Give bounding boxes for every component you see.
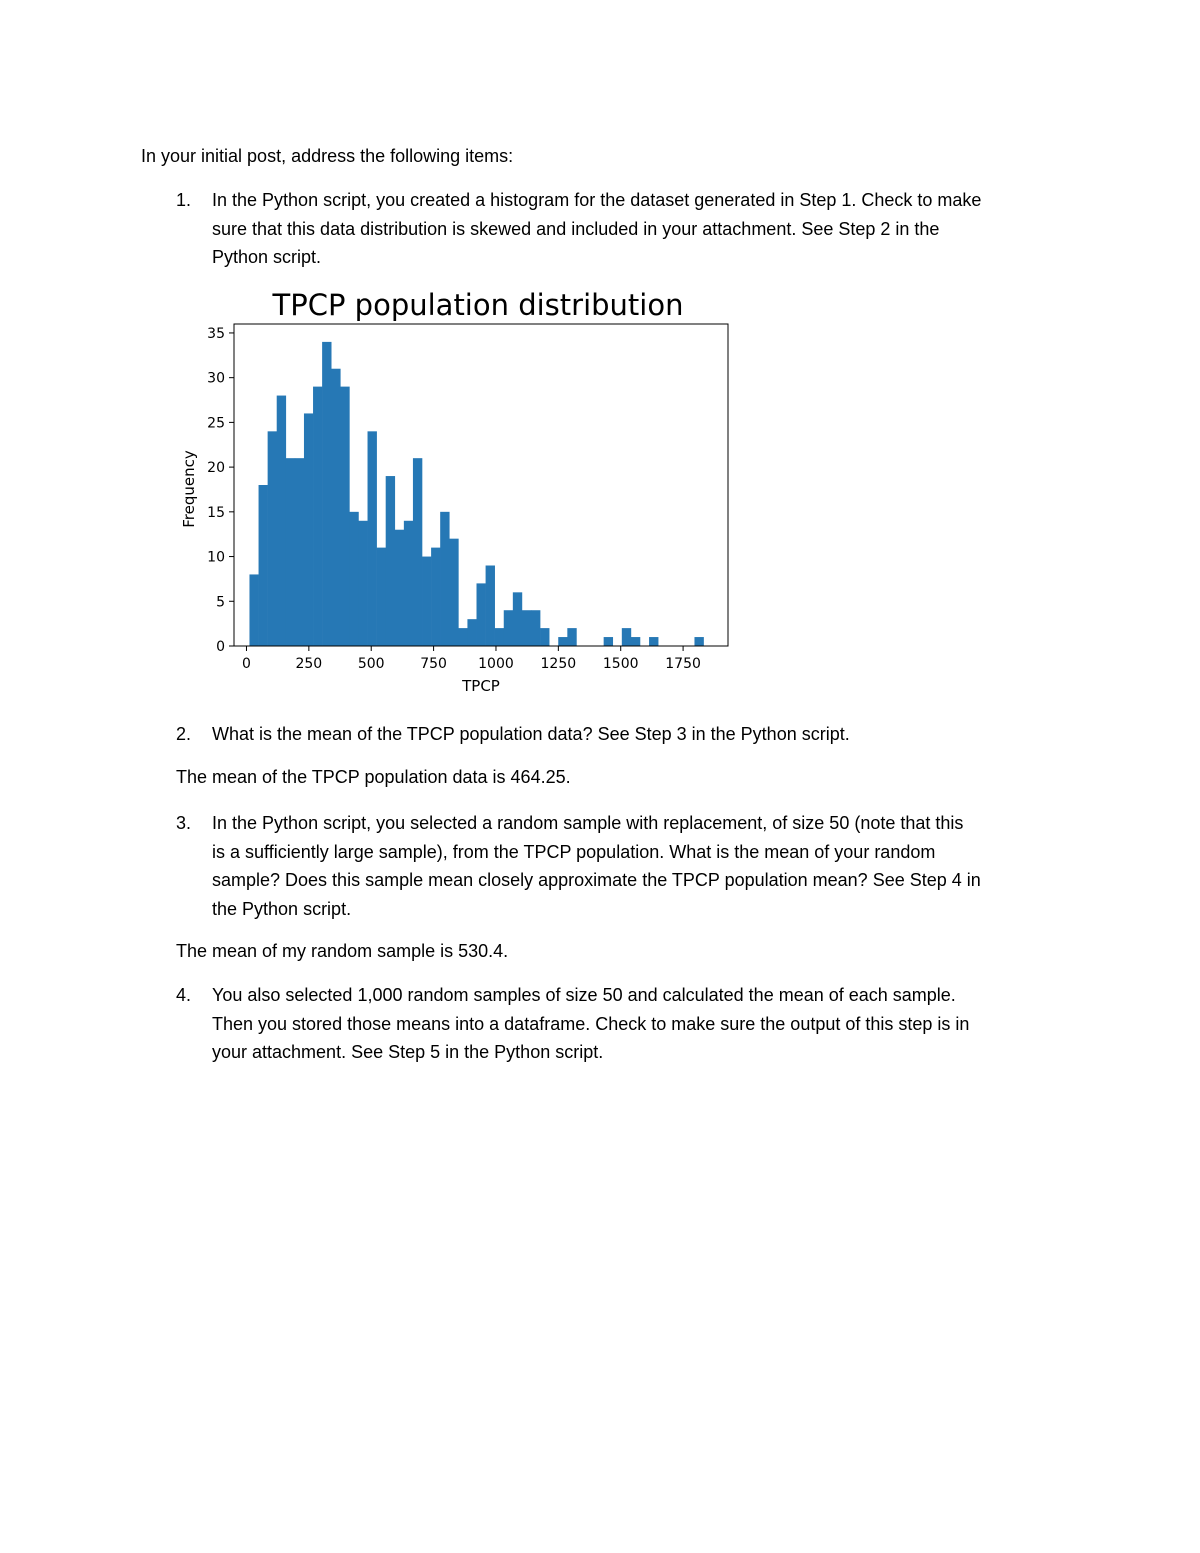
y-axis-label: Frequency [180, 450, 198, 528]
histogram-bar [277, 396, 286, 646]
x-tick-label: 1500 [602, 656, 639, 672]
y-tick-label: 15 [207, 504, 225, 521]
histogram-bar [513, 592, 522, 646]
histogram-bar [404, 521, 413, 646]
histogram-bar [504, 610, 513, 646]
x-tick-label: 1750 [665, 656, 701, 672]
histogram-bar [567, 628, 576, 646]
y-tick-label: 30 [207, 370, 225, 387]
x-tick-label: 500 [357, 656, 385, 672]
histogram-bar [395, 530, 404, 646]
histogram-bar [458, 628, 467, 646]
histogram-bar [649, 637, 658, 646]
item-3-number: 3. [176, 813, 192, 833]
histogram-bar [522, 610, 531, 646]
x-tick-label: 0 [242, 656, 251, 672]
histogram-bar [622, 628, 631, 646]
item-3-line-3: sample? Does this sample mean closely approximate the TPCP population mean? See Step 4 in [212, 870, 981, 890]
item-1-line-3: Python script. [212, 247, 322, 267]
histogram-bar [540, 628, 549, 646]
item-4-text [212, 981, 1072, 1067]
histogram-bar [377, 548, 386, 646]
histogram-bar [467, 619, 476, 646]
histogram-bar [631, 637, 640, 646]
item-1-line-1: In the Python script, you created a histogram for the dataset generated in Step 1. Check to make [212, 190, 982, 210]
histogram-bar [295, 458, 304, 646]
histogram-bar [358, 521, 367, 646]
item-1-number: 1. [176, 190, 192, 210]
x-axis-ticks [242, 646, 701, 672]
x-tick-label: 250 [295, 656, 323, 672]
histogram-bar [413, 458, 422, 646]
histogram-bar [249, 574, 258, 646]
item-3-line-1: In the Python script, you selected a random sample with replacement, of size 50 (note that this [212, 813, 964, 833]
histogram-bar [694, 637, 703, 646]
x-axis-label: TPCP [462, 677, 500, 695]
x-tick-label: 1000 [478, 656, 514, 672]
histogram-bar [431, 548, 440, 646]
item-3-text [212, 809, 1072, 923]
item-3-line-4: the Python script. [212, 898, 352, 919]
y-tick-label: 20 [207, 460, 225, 477]
answer-population-mean: The mean of the TPCP population data is 464.25. [176, 767, 571, 787]
item-2-text [212, 720, 1072, 749]
answer-sample-mean: The mean of my random sample is 530.4. [176, 941, 509, 961]
histogram-bar [531, 610, 540, 646]
histogram-chart [170, 283, 740, 703]
y-tick-label: 35 [207, 325, 225, 342]
item-3-line-2: is a sufficiently large sample), from the TPCP population. What is the mean of your random [212, 841, 936, 862]
histogram-bar [322, 342, 331, 646]
item-1-text [212, 186, 1072, 272]
histogram-bar [331, 369, 340, 646]
intro-text: In your initial post, address the following items: [141, 146, 514, 166]
item-4-number: 4. [176, 985, 192, 1005]
histogram-bar [486, 566, 495, 647]
histogram-bar [495, 628, 504, 646]
y-tick-label: 0 [216, 639, 225, 655]
item-4-line-1: You also selected 1,000 random samples of size 50 and calculated the mean of each sample. [212, 985, 956, 1005]
item-4-line-3: your attachment. See Step 5 in the Python script. [212, 1042, 604, 1062]
chart-title: TPCP population distribution [272, 288, 684, 322]
histogram-bar [340, 387, 349, 646]
y-axis-ticks [207, 326, 234, 655]
item-1-line-2: sure that this data distribution is skewed and included in your attachment. See Step 2 in the [212, 218, 940, 239]
histogram-bar [304, 413, 313, 646]
histogram-bar [477, 583, 486, 646]
histogram-bar [386, 476, 395, 646]
histogram-bar [422, 557, 431, 646]
y-tick-label: 5 [216, 594, 225, 611]
histogram-bar [259, 485, 268, 646]
histogram-bars [249, 342, 703, 646]
histogram-bar [558, 637, 567, 646]
histogram-bar [268, 431, 277, 646]
histogram-bar [368, 431, 377, 646]
item-2-number: 2. [176, 724, 192, 744]
item-2-line-1: What is the mean of the TPCP population data? See Step 3 in the Python script. [212, 724, 850, 744]
histogram-bar [449, 539, 458, 646]
item-4-line-2: Then you stored those means into a dataframe. Check to make sure the output of this step is in [212, 1013, 970, 1034]
x-tick-label: 1250 [540, 656, 577, 672]
histogram-bar [440, 512, 449, 646]
y-tick-label: 25 [207, 415, 225, 432]
histogram-bar [313, 387, 322, 646]
histogram-bar [286, 458, 295, 646]
y-tick-label: 10 [207, 549, 225, 566]
x-tick-label: 750 [420, 656, 447, 672]
histogram-bar [604, 637, 613, 646]
histogram-bar [349, 512, 358, 646]
